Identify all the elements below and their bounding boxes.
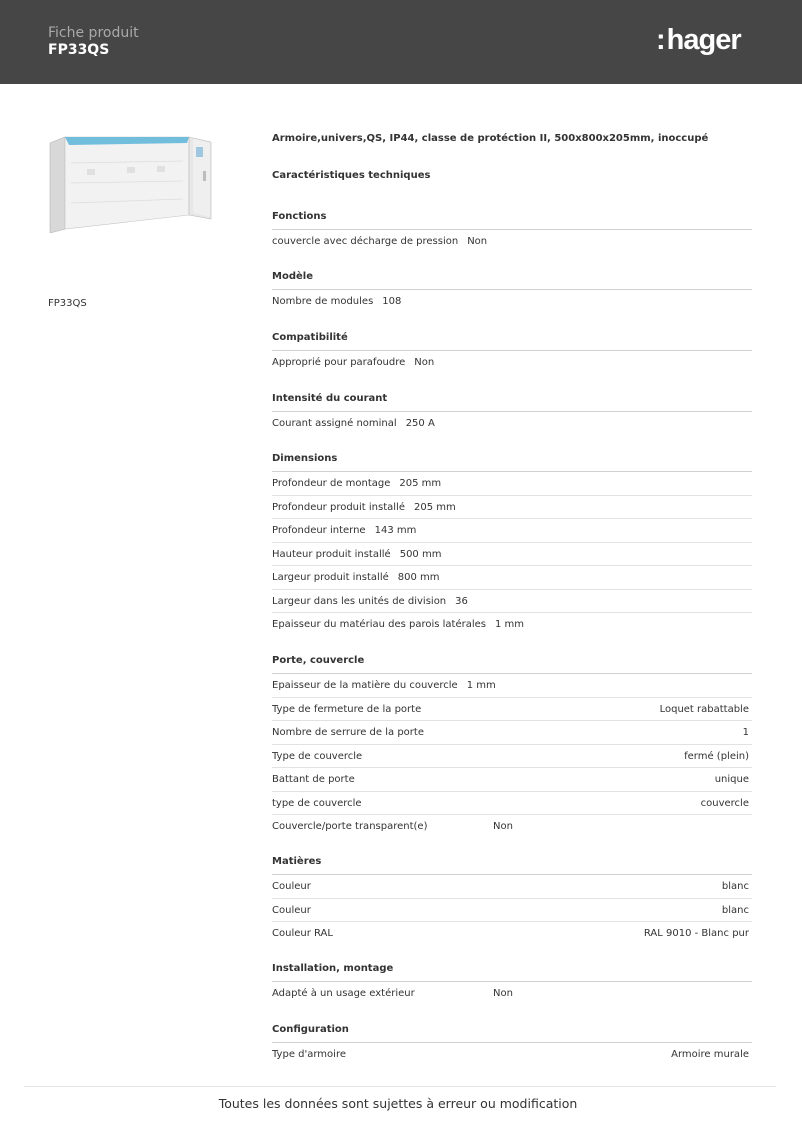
spec-value: unique	[714, 774, 749, 785]
section-title: Porte, couvercle	[272, 653, 752, 674]
spec-value: Non	[467, 236, 488, 247]
section-fonctions	[272, 209, 752, 254]
spec-row	[272, 674, 752, 698]
footer-divider	[24, 1086, 776, 1087]
logo-text: hager	[666, 24, 741, 56]
spec-row	[272, 496, 752, 520]
spec-value: RAL 9010 - Blanc pur	[643, 928, 749, 939]
spec-label: Epaisseur du matériau des parois latérales	[272, 619, 487, 630]
section-porte-couvercle	[272, 653, 752, 839]
spec-row	[272, 590, 752, 614]
spec-value: blanc	[721, 904, 749, 916]
page-header	[0, 0, 802, 84]
spec-row	[272, 815, 752, 839]
logo-dots: :	[656, 24, 666, 56]
header-kicker: Fiche produit	[48, 25, 139, 41]
spec-row	[272, 472, 752, 496]
spec-row	[272, 566, 752, 590]
spec-value: 205 mm	[413, 501, 456, 513]
section-compatibilite	[272, 330, 752, 375]
spec-value: Non	[414, 357, 435, 368]
spec-row	[272, 412, 752, 436]
spec-label: Nombre de serrure de la porte	[272, 727, 424, 738]
sidebar-product-code: FP33QS	[48, 298, 87, 309]
spec-label: Largeur produit installé	[272, 572, 389, 583]
tech-characteristics-heading: Caractéristiques techniques	[272, 170, 431, 181]
spec-value: 800 mm	[397, 572, 440, 583]
spec-label: Adapté à un usage extérieur	[272, 988, 415, 999]
spec-label: Couleur	[272, 881, 311, 892]
spec-label: Largeur dans les unités de division	[272, 595, 447, 607]
spec-row	[272, 982, 752, 1006]
spec-label: Profondeur produit installé	[272, 501, 405, 513]
section-configuration	[272, 1022, 752, 1067]
spec-value: 1 mm	[466, 680, 496, 691]
spec-value: 143 mm	[374, 525, 417, 536]
spec-row	[272, 792, 752, 816]
spec-value: Non	[493, 988, 513, 999]
spec-row	[272, 519, 752, 543]
spec-label: Profondeur de montage	[272, 478, 391, 489]
spec-label: Couleur	[272, 904, 311, 916]
section-intensite	[272, 391, 752, 436]
spec-label: Type de fermeture de la porte	[272, 703, 422, 715]
section-title: Installation, montage	[272, 961, 752, 982]
spec-value: 205 mm	[399, 478, 442, 489]
section-modele	[272, 269, 752, 314]
spec-value: Armoire murale	[671, 1049, 749, 1060]
section-title: Configuration	[272, 1022, 752, 1043]
spec-value: 250 A	[405, 418, 435, 429]
section-title: Modèle	[272, 269, 752, 290]
spec-label: Epaisseur de la matière du couvercle	[272, 680, 458, 691]
hager-logo	[656, 24, 741, 57]
spec-value: 500 mm	[399, 548, 442, 560]
spec-row	[272, 698, 752, 722]
spec-row	[272, 230, 752, 254]
product-image	[47, 133, 213, 233]
spec-label: Type d'armoire	[272, 1049, 346, 1060]
spec-label: Couvercle/porte transparent(e)	[272, 821, 428, 832]
spec-label: Hauteur produit installé	[272, 548, 391, 560]
footer-disclaimer: Toutes les données sont sujettes à erreur ou modification	[218, 1096, 578, 1111]
section-title: Fonctions	[272, 209, 752, 230]
spec-value: 1 mm	[495, 619, 525, 630]
spec-label: Profondeur interne	[272, 525, 366, 536]
spec-value: fermé (plein)	[684, 750, 749, 762]
header-product-code: FP33QS	[48, 42, 110, 58]
spec-value: blanc	[721, 881, 749, 892]
spec-label: couvercle avec décharge de pression	[272, 236, 459, 247]
section-title: Matières	[272, 854, 752, 875]
section-title: Dimensions	[272, 451, 752, 472]
section-dimensions	[272, 451, 752, 637]
spec-value: couvercle	[700, 797, 749, 809]
spec-row	[272, 351, 752, 375]
spec-label: Approprié pour parafoudre	[272, 357, 406, 368]
spec-row	[272, 745, 752, 769]
spec-label: type de couvercle	[272, 797, 362, 809]
spec-row	[272, 1043, 752, 1067]
spec-row	[272, 543, 752, 567]
section-title: Intensité du courant	[272, 391, 752, 412]
spec-value: Non	[493, 821, 513, 832]
spec-row	[272, 290, 752, 314]
spec-row	[272, 768, 752, 792]
spec-label: Courant assigné nominal	[272, 418, 397, 429]
spec-label: Type de couvercle	[272, 750, 363, 762]
spec-label: Battant de porte	[272, 774, 355, 785]
section-installation	[272, 961, 752, 1006]
spec-label: Couleur RAL	[272, 928, 333, 939]
product-title: Armoire,univers,QS, IP44, classe de protéction II, 500x800x205mm, inoccupé	[272, 133, 709, 144]
spec-value: 108	[382, 296, 402, 307]
spec-row	[272, 613, 752, 637]
spec-value: 1	[742, 727, 749, 738]
spec-row	[272, 922, 752, 946]
spec-row	[272, 875, 752, 899]
section-title: Compatibilité	[272, 330, 752, 351]
spec-label: Nombre de modules	[272, 296, 374, 307]
section-matieres	[272, 854, 752, 946]
spec-value: Loquet rabattable	[659, 703, 749, 715]
spec-row	[272, 899, 752, 923]
spec-row	[272, 721, 752, 745]
spec-value: 36	[455, 595, 468, 607]
